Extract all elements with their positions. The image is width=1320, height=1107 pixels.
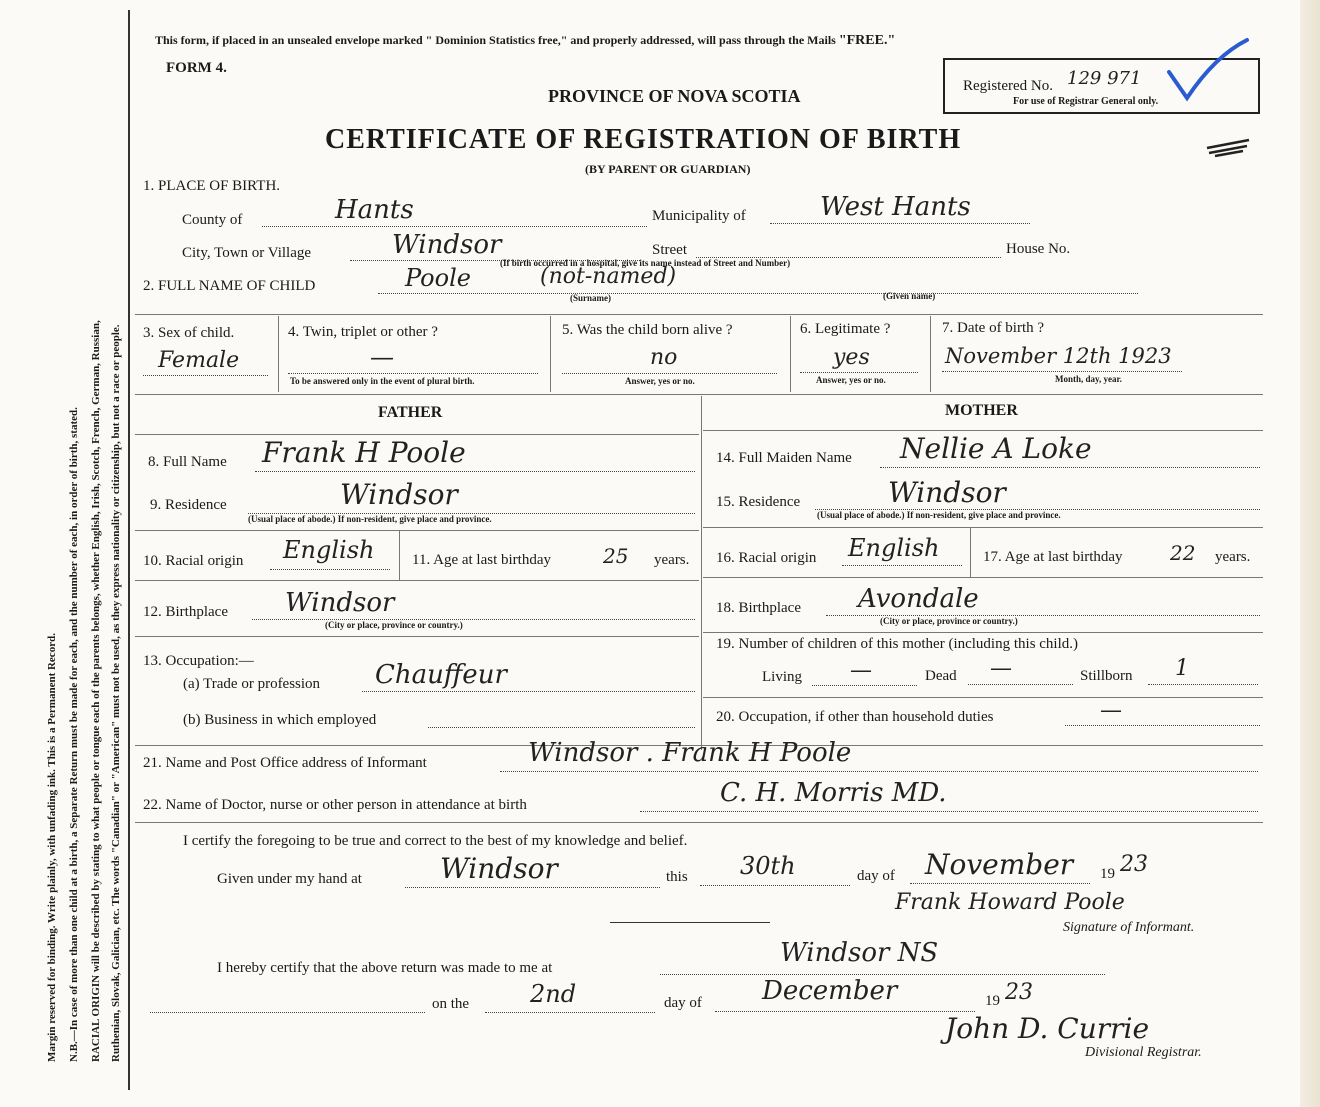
registrar-day-of-label: day of: [664, 995, 702, 1011]
binding-margin-line: [128, 10, 130, 1090]
mother-birthplace-value: Avondale: [858, 584, 979, 614]
stamp-mark-icon: [1205, 136, 1251, 158]
father-name-line: [255, 470, 695, 472]
mother-occupation-label: 20. Occupation, if other than household duties: [716, 709, 994, 725]
parents-center-divider: [701, 396, 702, 750]
mother-years-label: years.: [1215, 549, 1251, 565]
twin-note: To be answered only in the event of plural birth.: [290, 376, 475, 386]
municipality-value: West Hants: [820, 192, 971, 222]
business-label: (b) Business in which employed: [183, 712, 377, 728]
mother-occupation-line: [1065, 724, 1260, 726]
mother-divider-3: [703, 577, 1263, 578]
sex-label: 3. Sex of child.: [143, 325, 235, 341]
doctor-label: 22. Name of Doctor, nurse or other person in attendance at birth: [143, 797, 527, 813]
child-name-label: 2. FULL NAME OF CHILD: [143, 278, 316, 294]
sex-value: Female: [158, 348, 240, 373]
business-line: [428, 726, 695, 728]
margin-note-3: RACIAL ORIGIN will be described by stating to what people or tongue each of the parents belongs, whether English, Irish, Scotch, French, German, Russian,: [90, 320, 102, 1062]
mail-notice-text: This form, if placed in an unsealed envelope marked " Dominion Statistics free," and properly addressed, will pass through the Mails: [155, 33, 839, 47]
father-divider-2: [135, 530, 699, 531]
doctor-line: [640, 810, 1258, 812]
row-divider-parents: [135, 394, 1263, 395]
municipality-line: [770, 222, 1030, 224]
trade-line: [362, 690, 695, 692]
father-name-label: 8. Full Name: [148, 454, 227, 470]
mother-name-value: Nellie A Loke: [900, 432, 1092, 465]
father-years-label: years.: [654, 552, 690, 568]
month-line: [910, 882, 1090, 884]
registrar-month-line: [715, 1010, 975, 1012]
father-residence-note: (Usual place of abode.) If non-resident, give place and province.: [248, 514, 492, 524]
father-birthplace-value: Windsor: [285, 588, 395, 618]
mother-name-line: [880, 466, 1260, 468]
legitimate-line: [800, 371, 918, 373]
doctor-value: C. H. Morris MD.: [720, 778, 947, 808]
registrar-place-line: [660, 973, 1105, 975]
mother-occupation-value: —: [1100, 698, 1122, 723]
mother-divider-4: [703, 632, 1263, 633]
year-value: 23: [1120, 852, 1148, 877]
certificate-title: CERTIFICATE OF REGISTRATION OF BIRTH: [325, 124, 962, 155]
mother-divider-5: [703, 697, 1263, 698]
box-divider-1: [278, 316, 279, 392]
father-age-value: 25: [603, 544, 629, 568]
mother-heading: MOTHER: [945, 402, 1018, 419]
city-label: City, Town or Village: [182, 245, 312, 261]
surname-note: (Surname): [570, 293, 611, 303]
father-name-value: Frank H Poole: [262, 436, 466, 469]
legitimate-note: Answer, yes or no.: [816, 375, 886, 385]
on-the-label: on the: [432, 996, 470, 1012]
stillborn-label: Stillborn: [1080, 668, 1133, 684]
father-race-label: 10. Racial origin: [143, 553, 244, 569]
page-edge-right: [1300, 0, 1320, 1107]
stillborn-line: [1148, 683, 1258, 685]
dead-label: Dead: [925, 668, 957, 684]
certificate-subtitle: (BY PARENT OR GUARDIAN): [585, 162, 751, 176]
given-under-label: Given under my hand at: [217, 871, 362, 887]
father-divider-1: [135, 434, 699, 435]
mother-race-divider: [970, 527, 971, 577]
signature-informant-label: Signature of Informant.: [1063, 920, 1195, 935]
registrar-year-prefix: 19: [985, 993, 1000, 1009]
county-value: Hants: [335, 195, 414, 225]
registrar-place-value: Windsor NS: [780, 938, 939, 968]
father-race-line: [270, 568, 390, 570]
row-divider-certify: [135, 822, 1263, 823]
child-surname-value: Poole: [405, 264, 471, 292]
father-divider-4: [135, 636, 699, 637]
father-race-divider: [399, 530, 400, 580]
signature-line-left: [610, 922, 770, 923]
city-value: Windsor: [392, 230, 502, 260]
margin-note-2: N.B.—In case of more than one child at a birth, a Separate Return must be made for each, and the number of each, in order of birth, stated.: [68, 407, 80, 1062]
mother-name-label: 14. Full Maiden Name: [716, 450, 852, 466]
father-race-value: English: [283, 536, 375, 564]
informant-label: 21. Name and Post Office address of Informant: [143, 755, 427, 771]
mother-birthplace-note: (City or place, province or country.): [880, 616, 1018, 626]
dead-value: —: [990, 656, 1012, 681]
father-divider-3: [135, 580, 699, 581]
father-birthplace-line: [252, 618, 695, 620]
mother-residence-note: (Usual place of abode.) If non-resident, give place and province.: [817, 510, 1061, 520]
box-divider-3: [790, 316, 791, 392]
children-count-label: 19. Number of children of this mother (including this child.): [716, 636, 1079, 652]
stillborn-value: 1: [1175, 656, 1189, 681]
certify-statement: I certify the foregoing to be true and correct to the best of my knowledge and belief.: [183, 833, 688, 849]
child-given-value: (not-named): [540, 264, 677, 289]
mother-age-label: 17. Age at last birthday: [983, 549, 1123, 565]
margin-note-1: Margin reserved for binding. Write plainly, with unfading ink. This is a Permanent Record.: [46, 633, 58, 1062]
county-label: County of: [182, 212, 243, 228]
father-birthplace-note: (City or place, province or country.): [325, 620, 463, 630]
father-age-label: 11. Age at last birthday: [412, 552, 551, 568]
this-label: this: [666, 869, 688, 885]
dob-label: 7. Date of birth ?: [942, 320, 1045, 336]
house-label: House No.: [1006, 241, 1071, 257]
box-divider-4: [930, 316, 931, 392]
informant-line: [500, 770, 1258, 772]
trade-value: Chauffeur: [375, 660, 507, 690]
mother-age-value: 22: [1170, 541, 1196, 565]
day-value: 30th: [740, 852, 796, 880]
father-residence-label: 9. Residence: [150, 497, 227, 513]
father-occupation-label: 13. Occupation:—: [143, 653, 254, 669]
father-residence-value: Windsor: [340, 478, 458, 511]
street-note: (If birth occurred in a hospital, give its name instead of Street and Number): [500, 258, 791, 268]
sex-line: [143, 374, 268, 376]
twin-value: —: [370, 343, 394, 371]
legitimate-value: yes: [833, 345, 870, 370]
row-divider-top: [135, 314, 1263, 315]
informant-signature: Frank Howard Poole: [895, 890, 1125, 915]
informant-value: Windsor . Frank H Poole: [528, 738, 852, 768]
mother-divider-2: [703, 527, 1263, 528]
registrar-signature: John D. Currie: [945, 1012, 1150, 1045]
registered-number: 129 971: [1067, 68, 1142, 89]
day-of-label: day of: [857, 868, 895, 884]
dob-line: [942, 370, 1182, 372]
margin-note-4: Ruthenian, Slovak, Galician, etc. The words "Canadian" or "American" must not be used, as they express nationality or citizenship, but not a race or people.: [110, 324, 122, 1062]
dob-note: Month, day, year.: [1055, 374, 1122, 384]
divisional-registrar-label: Divisional Registrar.: [1085, 1045, 1202, 1060]
twin-label: 4. Twin, triplet or other ?: [288, 324, 438, 340]
month-value: November: [925, 848, 1074, 881]
check-mark: [1165, 36, 1250, 106]
mother-birthplace-label: 18. Birthplace: [716, 600, 801, 616]
given-name-note: (Given name): [883, 291, 936, 301]
mother-race-value: English: [848, 534, 940, 562]
given-place-value: Windsor: [440, 852, 558, 885]
mail-free: "FREE.": [838, 33, 896, 48]
registrar-statement: I hereby certify that the above return was made to me at: [217, 960, 553, 976]
given-place-line: [405, 886, 660, 888]
registrar-left-line: [150, 1011, 425, 1013]
box-divider-2: [550, 316, 551, 392]
mother-race-label: 16. Racial origin: [716, 550, 817, 566]
living-value: —: [850, 658, 872, 683]
father-birthplace-label: 12. Birthplace: [143, 604, 228, 620]
mother-residence-value: Windsor: [888, 476, 1006, 509]
father-heading: FATHER: [378, 404, 443, 421]
registrar-day-line: [485, 1011, 655, 1013]
alive-note: Answer, yes or no.: [625, 376, 695, 386]
child-name-line: [378, 292, 1138, 294]
place-of-birth-heading: 1. PLACE OF BIRTH.: [143, 178, 281, 194]
form-number: FORM 4.: [166, 60, 227, 76]
mother-divider-1: [703, 430, 1263, 431]
living-line: [812, 684, 917, 686]
registered-label: Registered No.: [963, 78, 1053, 94]
county-line: [262, 225, 647, 227]
registrar-month-value: December: [762, 976, 898, 1006]
province-heading: PROVINCE OF NOVA SCOTIA: [548, 86, 801, 106]
alive-line: [562, 372, 777, 374]
registered-note: For use of Registrar General only.: [1013, 96, 1159, 107]
street-label: Street: [652, 242, 687, 258]
legitimate-label: 6. Legitimate ?: [800, 321, 891, 337]
dob-value: November 12th 1923: [945, 344, 1172, 368]
year-prefix: 19: [1100, 866, 1115, 882]
alive-value: no: [650, 345, 678, 370]
registrar-year-value: 23: [1005, 980, 1033, 1005]
mother-residence-label: 15. Residence: [716, 494, 801, 510]
living-label: Living: [762, 669, 802, 685]
municipality-label: Municipality of: [652, 208, 746, 224]
mail-notice: [155, 33, 895, 49]
twin-line: [288, 372, 538, 374]
registrar-day-value: 2nd: [530, 980, 577, 1008]
trade-label: (a) Trade or profession: [183, 676, 321, 692]
alive-label: 5. Was the child born alive ?: [562, 322, 733, 338]
mother-race-line: [842, 564, 962, 566]
dead-line: [968, 683, 1073, 685]
day-line: [700, 884, 850, 886]
